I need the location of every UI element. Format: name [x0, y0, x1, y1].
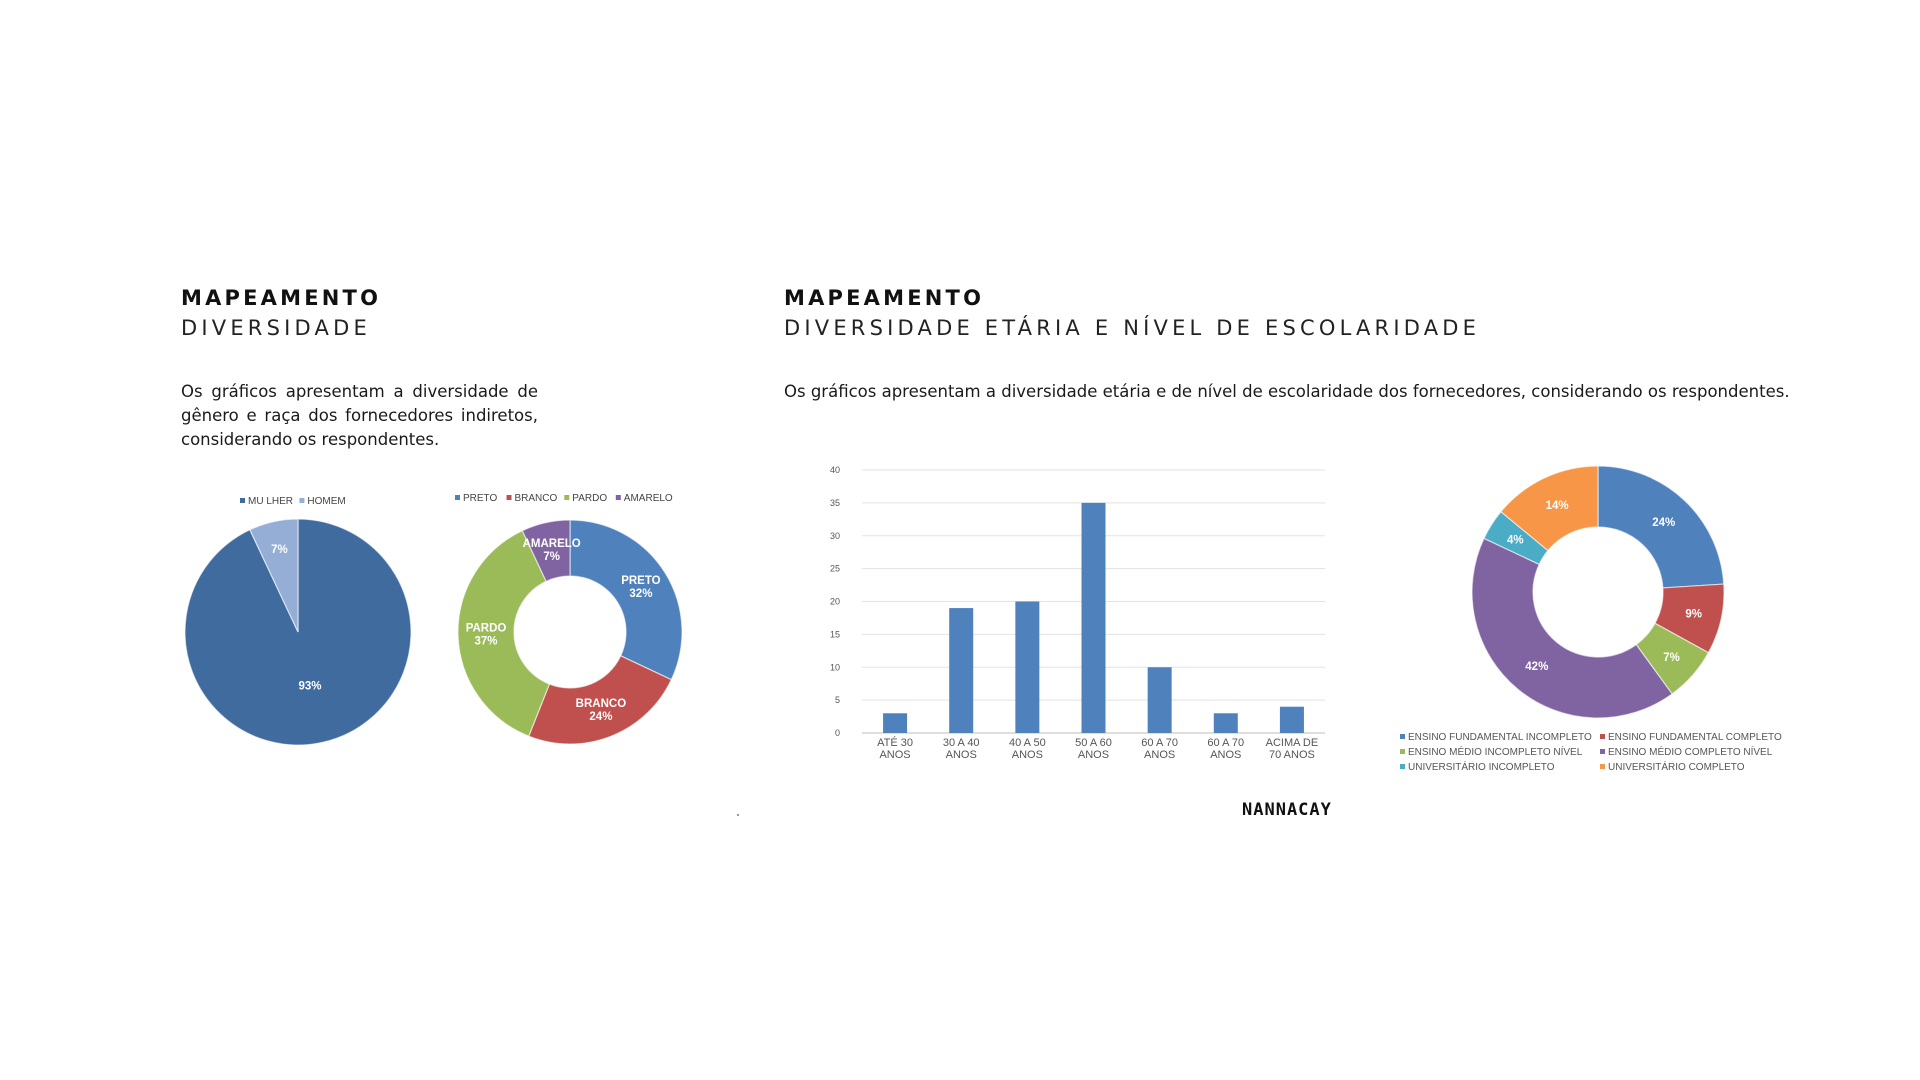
- x-category-label-6-0: ACIMA DE: [1265, 737, 1319, 749]
- legend-swatch-1: [507, 495, 512, 500]
- right-subtitle: DIVERSIDADE ETÁRIA E NÍVEL DE ESCOLARIDADE: [784, 316, 1481, 340]
- slice-value-label-1: 7%: [271, 544, 288, 557]
- bar-0: [883, 713, 907, 733]
- left-description: Os gráficos apresentam a diversidade de gênero e raça dos fornecedores indiretos, considerando os respondentes.: [181, 382, 538, 449]
- education-donut-chart: [1390, 460, 1810, 780]
- slice-value-label-3: 7%: [543, 551, 560, 564]
- y-tick-label-0: 0: [834, 728, 840, 738]
- left-title: MAPEAMENTO: [181, 286, 382, 310]
- x-category-label-2-1: ANOS: [1011, 749, 1043, 761]
- legend-swatch-0: [1400, 734, 1405, 739]
- x-category-label-2-0: 40 A 50: [1008, 737, 1046, 749]
- slice-category-label-0: PRETO: [621, 574, 661, 587]
- brand-logo: NANNACAY: [1242, 800, 1332, 820]
- legend-label-3: ENSINO MÉDIO COMPLETO NÍVEL: [1608, 747, 1773, 758]
- legend-label-0: ENSINO FUNDAMENTAL INCOMPLETO: [1408, 732, 1592, 743]
- legend-swatch-2: [1400, 749, 1405, 754]
- slice-3: [1472, 538, 1672, 718]
- legend-swatch-4: [1400, 764, 1405, 769]
- left-title-block: [181, 283, 381, 343]
- x-category-label-1-1: ANOS: [945, 749, 977, 761]
- legend-swatch-0: [240, 498, 245, 503]
- x-category-label-0-1: ANOS: [879, 749, 911, 761]
- y-tick-label-8: 40: [829, 465, 840, 475]
- legend-swatch-2: [564, 495, 569, 500]
- bar-6: [1280, 707, 1304, 733]
- slice-value-label-3: 42%: [1525, 660, 1549, 673]
- legend-label-1: HOMEM: [307, 496, 346, 507]
- age-bar-chart: [820, 458, 1340, 768]
- x-category-label-6-1: 70 ANOS: [1268, 749, 1315, 761]
- legend-label-1: ENSINO FUNDAMENTAL COMPLETO: [1608, 732, 1782, 743]
- slice-0: [570, 520, 682, 680]
- right-title-block: [784, 283, 1480, 343]
- slice-category-label-2: PARDO: [465, 622, 507, 635]
- slice-category-label-1: BRANCO: [575, 698, 627, 711]
- legend-label-4: UNIVERSITÁRIO INCOMPLETO: [1408, 762, 1555, 773]
- slice-category-label-3: AMARELO: [522, 538, 581, 551]
- legend-label-0: MU LHER: [248, 496, 294, 507]
- x-category-label-4-1: ANOS: [1144, 749, 1176, 761]
- y-tick-label-7: 35: [829, 497, 840, 508]
- x-category-label-3-0: 50 A 60: [1075, 737, 1112, 749]
- slice-value-label-4: 4%: [1506, 534, 1524, 547]
- slice-value-label-1: 9%: [1685, 608, 1702, 621]
- legend-label-3: AMARELO: [623, 493, 673, 504]
- y-tick-label-5: 25: [829, 563, 840, 574]
- x-category-label-5-0: 60 A 70: [1207, 737, 1245, 749]
- bar-3: [1082, 503, 1106, 733]
- legend-label-0: PRETO: [463, 493, 498, 504]
- right-description: Os gráficos apresentam a diversidade etária e de nível de escolaridade dos fornecedores, considerando os respondentes.: [784, 382, 1790, 401]
- x-category-label-3-1: ANOS: [1077, 749, 1110, 761]
- legend-label-5: UNIVERSITÁRIO COMPLETO: [1608, 762, 1745, 773]
- slice-value-label-2: 7%: [1663, 651, 1680, 664]
- y-tick-label-3: 15: [829, 629, 840, 640]
- y-tick-label-2: 10: [829, 662, 840, 673]
- bar-1: [949, 608, 973, 733]
- legend-swatch-1: [299, 498, 304, 503]
- legend-label-2: PARDO: [572, 493, 608, 504]
- legend-swatch-5: [1600, 764, 1605, 769]
- legend-swatch-0: [455, 495, 460, 500]
- x-category-label-1-0: 30 A 40: [942, 737, 980, 749]
- left-subtitle: DIVERSIDADE: [181, 316, 371, 340]
- y-tick-label-1: 5: [834, 695, 840, 706]
- right-title: MAPEAMENTO: [784, 286, 985, 310]
- legend-swatch-3: [616, 495, 621, 500]
- legend-label-2: ENSINO MÉDIO INCOMPLETO NÍVEL: [1408, 747, 1583, 758]
- slice-value-label-0: 32%: [629, 587, 653, 600]
- legend-label-1: BRANCO: [514, 493, 558, 504]
- legend-swatch-3: [1600, 749, 1605, 754]
- bar-2: [1015, 602, 1039, 734]
- slice-value-label-0: 93%: [298, 680, 322, 693]
- bar-5: [1214, 713, 1238, 733]
- slice-value-label-2: 37%: [474, 635, 498, 648]
- x-category-label-0-0: ATÉ 30: [877, 737, 914, 749]
- slice-value-label-5: 14%: [1545, 500, 1569, 513]
- slice-value-label-0: 24%: [1652, 517, 1676, 530]
- stray-dot: [737, 814, 739, 816]
- race-donut-chart: [440, 486, 720, 756]
- x-category-label-4-0: 60 A 70: [1141, 737, 1179, 749]
- y-tick-label-6: 30: [829, 530, 840, 541]
- legend-swatch-1: [1600, 734, 1605, 739]
- x-category-label-5-1: ANOS: [1210, 749, 1242, 761]
- gender-pie-chart: [170, 486, 430, 756]
- slice-value-label-1: 24%: [589, 711, 613, 724]
- bar-4: [1148, 667, 1172, 733]
- y-tick-label-4: 20: [829, 596, 840, 607]
